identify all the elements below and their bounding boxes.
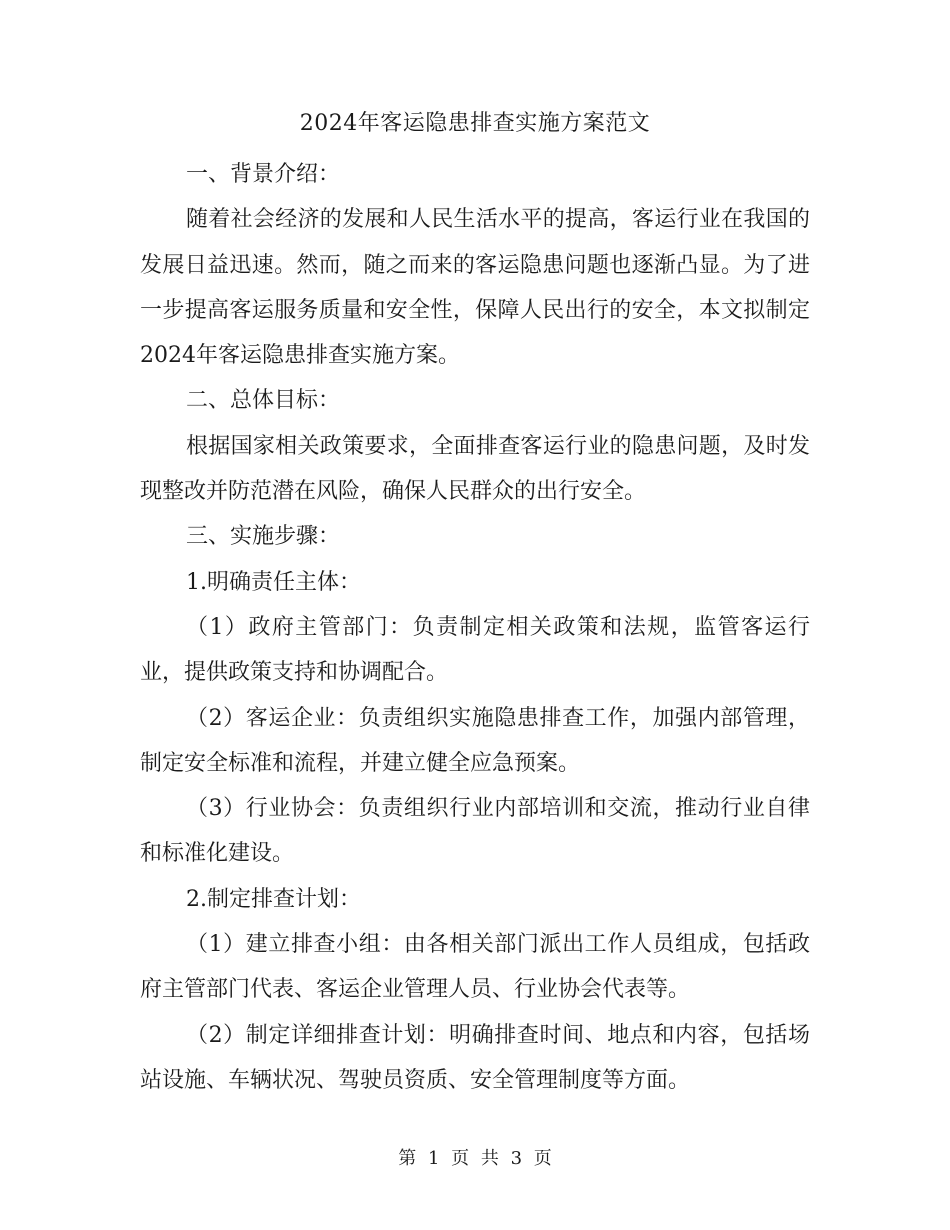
list-item-team: （1）建立排查小组：由各相关部门派出工作人员组成，包括政府主管部门代表、客运企业管理人员、行业协会代表等。 xyxy=(140,932,810,1003)
section-heading-steps: 三、实施步骤： xyxy=(186,524,341,550)
list-item-enterprise: （2）客运企业：负责组织实施隐患排查工作，加强内部管理，制定安全标准和流程，并建立健全应急预案。 xyxy=(140,705,810,776)
list-item-detailed-plan: （2）制定详细排查计划：明确排查时间、地点和内容，包括场站设施、车辆状况、驾驶员资质、安全管理制度等方面。 xyxy=(140,1022,810,1093)
document-body xyxy=(140,152,810,1103)
subheading-plan: 2.制定排查计划： xyxy=(186,886,361,912)
paragraph-goal: 根据国家相关政策要求，全面排查客运行业的隐患问题，及时发现整改并防范潜在风险，确保人民群众的出行安全。 xyxy=(140,433,810,505)
page-footer: 第 1 页 共 3 页 xyxy=(398,1148,552,1169)
section-heading-goal: 二、总体目标： xyxy=(186,388,341,414)
section-heading-background: 一、背景介绍： xyxy=(186,162,341,187)
document-title: 2024年客运隐患排查实施方案范文 xyxy=(299,111,651,136)
subheading-responsibility: 1.明确责任主体： xyxy=(186,569,361,595)
paragraph-background: 随着社会经济的发展和人民生活水平的提高，客运行业在我国的发展日益迅速。然而，随之而来的客运隐患问题也逐渐凸显。为了进一步提高客运服务质量和安全性，保障人民出行的安全，本文拟制定2024年客运隐患排查实施方案。 xyxy=(140,207,810,369)
list-item-government: （1）政府主管部门：负责制定相关政策和法规，监管客运行业，提供政策支持和协调配合。 xyxy=(140,614,810,686)
list-item-association: （3）行业协会：负责组织行业内部培训和交流，推动行业自律和标准化建设。 xyxy=(140,796,810,867)
